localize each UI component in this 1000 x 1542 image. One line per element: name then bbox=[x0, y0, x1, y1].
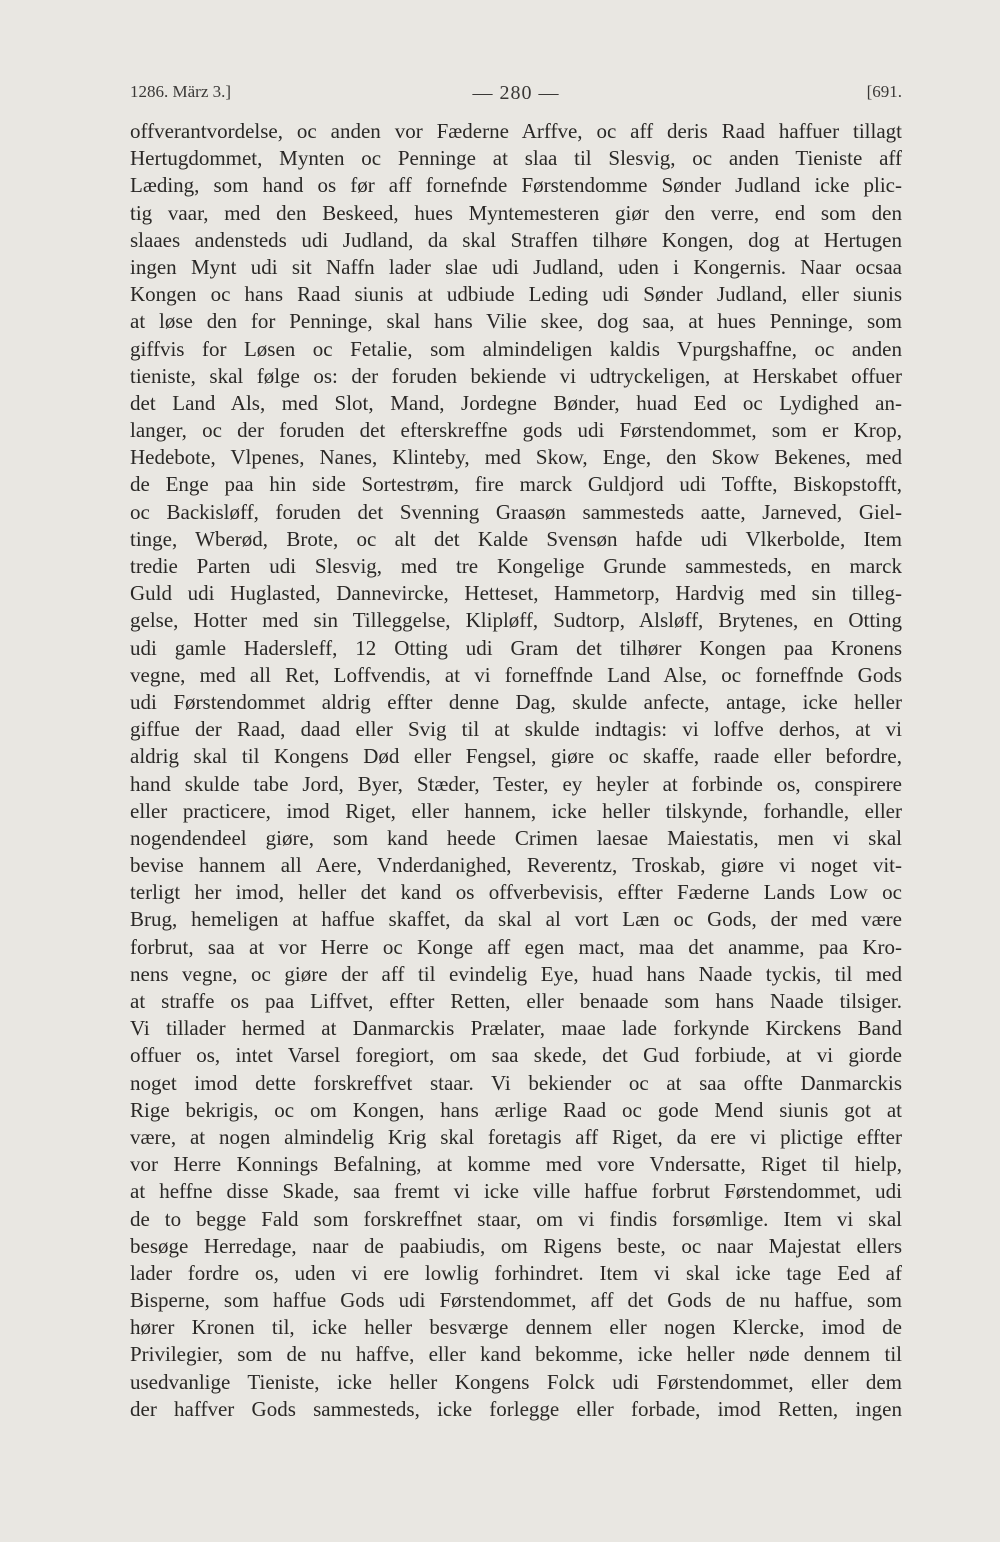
text-line: tredie Parten udi Slesvig, med tre Kongelige Grunde sammesteds, en marck bbox=[130, 554, 902, 578]
text-line: nens vegne, oc giøre der aff til evindelig Eye, huad hans Naade tyckis, til med bbox=[130, 961, 902, 986]
text-line: der haffver Gods sammesteds, icke forlegge eller forbade, imod Retten, ingen bbox=[130, 1396, 902, 1421]
text-line: Brug, hemeligen at haffue skaffet, da skal al vort Læn oc Gods, der med være bbox=[130, 907, 902, 932]
text-line: aldrig skal til Kongens Død eller Fengsel, giøre oc skaffe, raade eller befordre, bbox=[130, 744, 902, 769]
text-line: Hedebote, Vlpenes, Nanes, Klinteby, med Skow, Enge, den Skow Bekenes, med bbox=[130, 445, 902, 470]
body-text bbox=[130, 118, 902, 1423]
text-line: langer, oc der foruden det efterskreffne gods udi Førstendommet, som er Krop, bbox=[130, 418, 902, 443]
text-line: de to begge Fald som forskreffnet staar, om vi findis forsømlige. Item vi skal bbox=[130, 1206, 902, 1231]
text-line: hand skulde tabe Jord, Byer, Stæder, Tester, ey heyler at forbinde os, conspirere bbox=[130, 771, 902, 796]
text-line: Hertugdommet, Mynten oc Penninge at slaa til Slesvig, oc anden Tieniste aff bbox=[130, 146, 902, 171]
text-line: offuer os, intet Varsel foregiort, om saa skede, det Gud forbiude, at vi giorde bbox=[130, 1043, 902, 1068]
text-line: det Land Als, med Slot, Mand, Jordegne Bønder, huad Eed oc Lydighed an- bbox=[130, 390, 902, 415]
text-line: oc Backisløff, foruden det Svenning Graasøn sammesteds aatte, Jarneved, Giel- bbox=[130, 499, 902, 524]
text-line: giffue der Raad, daad eller Svig til at skulde indtagis: vi loffve derhos, at vi bbox=[130, 717, 902, 742]
text-line: noget imod dette forskreffvet staar. Vi bekiender oc at saa offte Danmarckis bbox=[130, 1070, 902, 1095]
text-line: de Enge paa hin side Sortestrøm, fire marck Guldjord udi Toffte, Biskopstofft, bbox=[130, 472, 902, 497]
text-line: at heffne disse Skade, saa fremt vi icke ville haffue forbrut Førstendommet, udi bbox=[130, 1179, 902, 1204]
text-line: vegne, med all Ret, Loffvendis, at vi forneffnde Land Alse, oc forneffnde Gods bbox=[130, 662, 902, 687]
text-line: udi Førstendommet aldrig effter denne Dag, skulde anfecte, antage, icke heller bbox=[130, 689, 902, 714]
text-line: ingen Mynt udi sit Naffn lader slae udi Judland, uden i Kongernis. Naar ocsaa bbox=[130, 254, 902, 279]
text-line: lader fordre os, uden vi ere lowlig forhindret. Item vi skal icke tage Eed af bbox=[130, 1260, 902, 1285]
date-reference: 1286. März 3.] bbox=[130, 82, 232, 101]
text-line: forbrut, saa at vor Herre oc Konge aff egen mact, maa det anamme, paa Kro- bbox=[130, 934, 902, 959]
text-line: Læding, som hand os før aff fornefnde Førstendomme Sønder Judland icke plic- bbox=[130, 173, 902, 198]
text-line: usedvanlige Tieniste, icke heller Kongens Folck udi Førstendommet, eller dem bbox=[130, 1369, 902, 1394]
text-line: bevise hannem all Aere, Vnderdanighed, Reverentz, Troskab, giøre vi noget vit- bbox=[130, 853, 902, 878]
text-line: Rige bekrigis, oc om Kongen, hans ærlige Raad oc gode Mend siunis got at bbox=[130, 1097, 902, 1122]
text-line: hører Kronen til, icke heller besværge dennem eller nogen Klercke, imod de bbox=[130, 1315, 902, 1340]
text-line: Privilegier, som de nu haffve, eller kand bekomme, icke heller nøde dennem til bbox=[130, 1342, 902, 1367]
text-line: nogendendeel giøre, som kand heede Crimen laesae Maiestatis, men vi skal bbox=[130, 825, 902, 850]
text-line: Vi tillader hermed at Danmarckis Prælater, maae lade forkynde Kirckens Band bbox=[130, 1016, 902, 1041]
text-line: være, at nogen almindelig Krig skal foretagis aff Riget, da ere vi plictige effter bbox=[130, 1124, 902, 1149]
text-line: besøge Herredage, naar de paabiudis, om Rigens beste, oc naar Majestat ellers bbox=[130, 1233, 902, 1258]
text-line: gelse, Hotter med sin Tilleggelse, Klipløff, Sudtorp, Alsløff, Brytenes, en Otting bbox=[130, 608, 902, 633]
text-line: tieniste, skal følge os: der foruden bekiende vi udtryckeligen, at Herskabet offuer bbox=[130, 363, 902, 388]
text-line: udi gamle Hadersleff, 12 Otting udi Gram det tilhører Kongen paa Kronens bbox=[130, 635, 902, 660]
text-line: slaaes andensteds udi Judland, da skal Straffen tilhøre Kongen, dog at Hertugen bbox=[130, 227, 902, 252]
page-number: — 280 — bbox=[472, 82, 560, 104]
text-line: vor Herre Konnings Befalning, at komme med vore Vndersatte, Riget til hielp, bbox=[130, 1152, 902, 1177]
text-line: terligt her imod, heller det kand os offverbevisis, effter Fæderne Lands Low oc bbox=[130, 880, 902, 905]
text-line: Bisperne, som haffue Gods udi Førstendommet, aff det Gods de nu haffue, som bbox=[130, 1288, 902, 1313]
text-line: Kongen oc hans Raad siunis at udbiude Leding udi Sønder Judland, eller siunis bbox=[130, 282, 902, 307]
text-line: giffvis for Løsen oc Fetalie, som almindeligen kaldis Vpurgshaffne, oc anden bbox=[130, 336, 902, 361]
text-line: eller practicere, imod Riget, eller hannem, icke heller tilskynde, forhandle, eller bbox=[130, 798, 902, 823]
text-line: tinge, Wberød, Brote, oc alt det Kalde Svensøn hafde udi Vlkerbolde, Item bbox=[130, 526, 902, 551]
text-line: offverantvordelse, oc anden vor Fæderne Arffve, oc aff deris Raad haffuer tillagt bbox=[130, 119, 902, 143]
text-line: at straffe os paa Liffvet, effter Retten, eller benaade som hans Naade tilsiger. bbox=[130, 989, 902, 1013]
text-line: at løse den for Penninge, skal hans Vilie skee, dog saa, at hues Penninge, som bbox=[130, 309, 902, 334]
running-head bbox=[130, 82, 902, 106]
text-line: Guld udi Huglasted, Dannevircke, Hetteset, Hammetorp, Hardvig med sin tilleg- bbox=[130, 581, 902, 606]
text-line: tig vaar, med den Beskeed, hues Myntemesteren giør den verre, end som den bbox=[130, 200, 902, 225]
document-number: [691. bbox=[866, 82, 902, 101]
